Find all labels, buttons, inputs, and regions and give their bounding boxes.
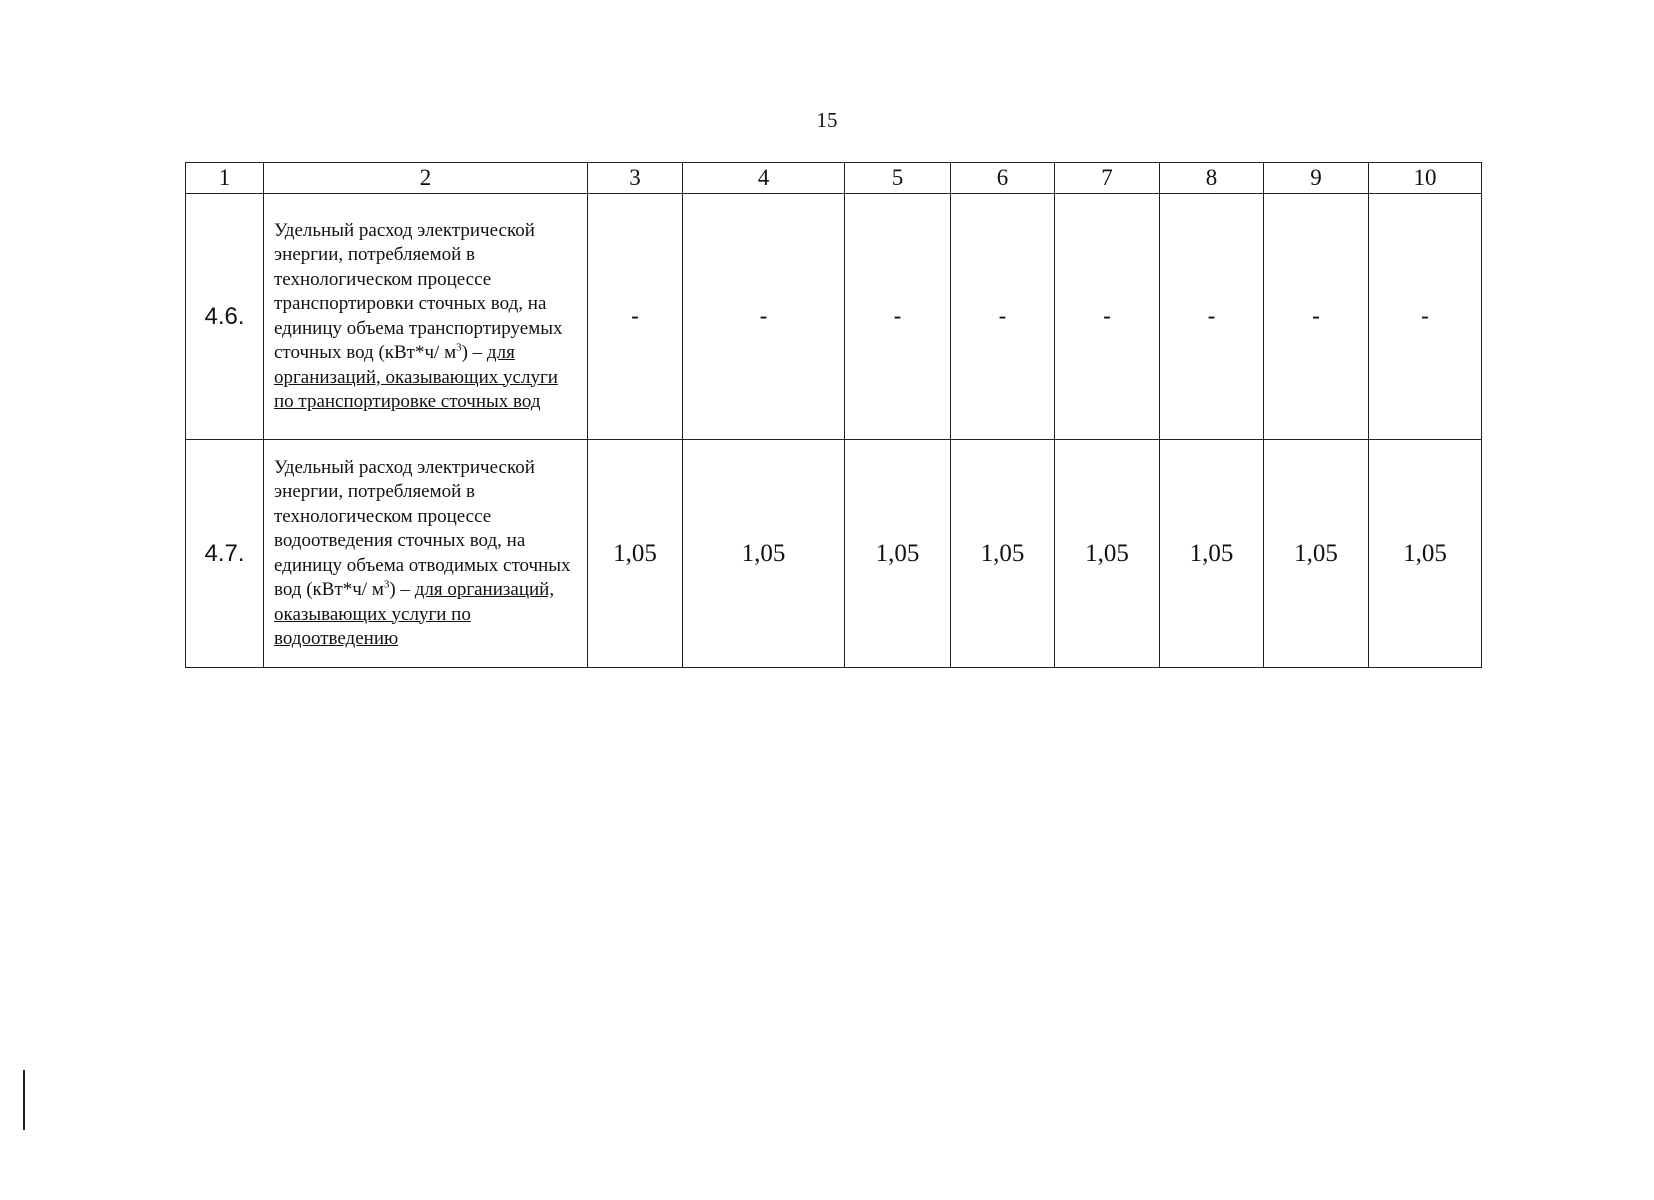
header-cell: 8: [1160, 163, 1264, 194]
table-row: [186, 194, 1482, 440]
description-qualifier: для организаций, оказывающих услуги по водоотведению: [274, 579, 555, 649]
value-cell: -: [845, 194, 951, 440]
description-close: ) –: [389, 579, 410, 600]
header-cell: 4: [683, 163, 845, 194]
header-cell: 5: [845, 163, 951, 194]
description-text: Удельный расход электрической энергии, потребляемой в технологическом процессе водоотведения сточных вод, на единицу объема отводимых сточных вод (кВт*ч/ м: [274, 456, 571, 600]
header-cell: 7: [1055, 163, 1160, 194]
header-cell: 6: [951, 163, 1055, 194]
value-cell: 1,05: [1055, 440, 1160, 668]
value-cell: -: [1369, 194, 1482, 440]
value-cell: -: [588, 194, 683, 440]
indicator-description: [264, 440, 588, 668]
value-cell: 1,05: [1160, 440, 1264, 668]
value-cell: 1,05: [1264, 440, 1369, 668]
header-cell: 10: [1369, 163, 1482, 194]
value-cell: -: [683, 194, 845, 440]
header-cell: 1: [186, 163, 264, 194]
description-superscript: 3: [383, 578, 390, 591]
value-cell: -: [1055, 194, 1160, 440]
header-cell: 9: [1264, 163, 1369, 194]
row-number: 4.7.: [186, 440, 264, 668]
header-cell: 3: [588, 163, 683, 194]
description-close: ) –: [461, 342, 483, 363]
description-text: Удельный расход электрической энергии, потребляемой в технологическом процессе транспортировки сточных вод, на единицу объема транспортируемых сточных вод (кВт*ч/ м: [274, 219, 563, 363]
indicator-description: [264, 194, 588, 440]
value-cell: 1,05: [951, 440, 1055, 668]
value-cell: -: [1264, 194, 1369, 440]
header-cell: 2: [264, 163, 588, 194]
margin-line: [23, 1070, 25, 1130]
value-cell: 1,05: [683, 440, 845, 668]
description-superscript: 3: [456, 341, 462, 354]
table-row: [186, 440, 1482, 668]
description-qualifier: для организаций, оказывающих услуги по транспортировке сточных вод: [274, 342, 558, 412]
header-row: [186, 163, 1482, 194]
value-cell: 1,05: [588, 440, 683, 668]
page-number: 15: [816, 108, 838, 132]
value-cell: -: [1160, 194, 1264, 440]
value-cell: 1,05: [1369, 440, 1482, 668]
indicators-table: [185, 162, 1482, 668]
value-cell: -: [951, 194, 1055, 440]
value-cell: 1,05: [845, 440, 951, 668]
row-number: 4.6.: [186, 194, 264, 440]
